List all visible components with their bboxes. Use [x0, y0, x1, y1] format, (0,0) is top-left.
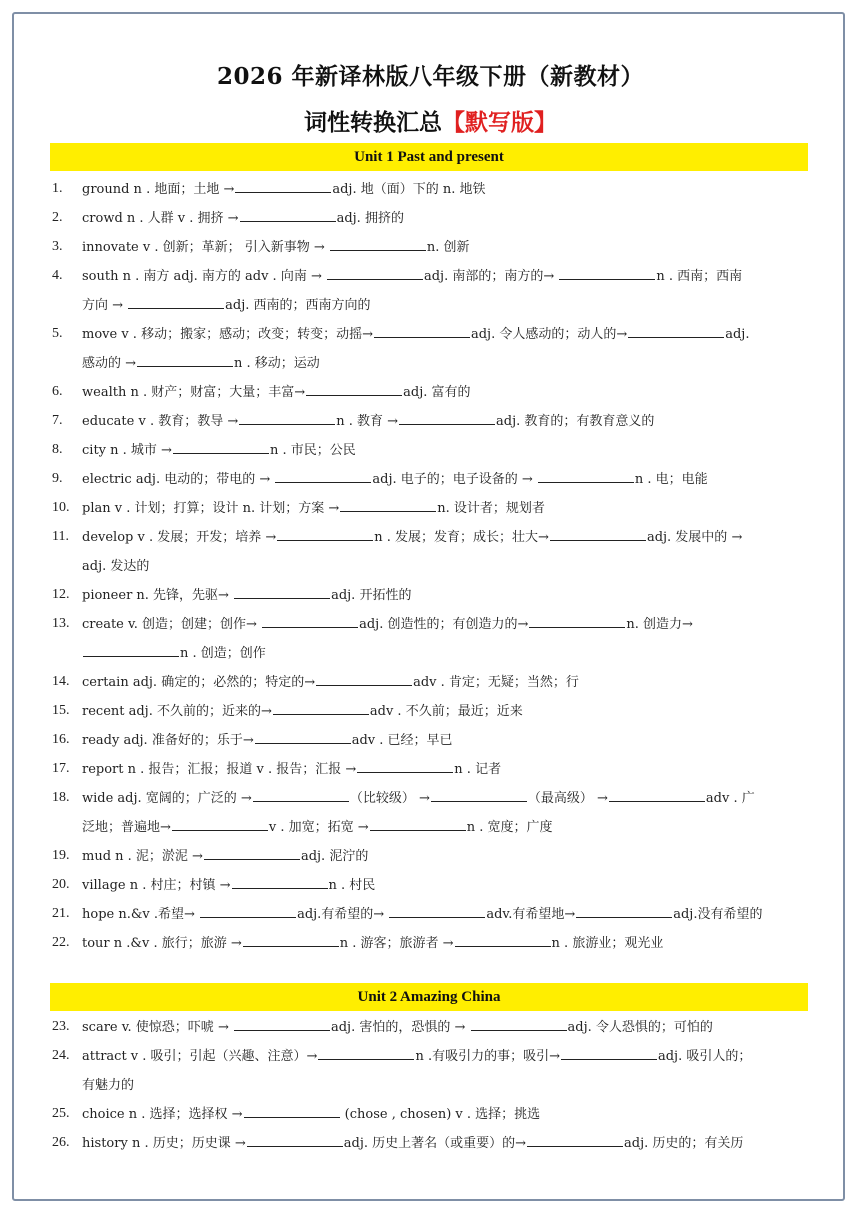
item-text: adj. 南部的；南方的→ — [423, 269, 559, 284]
item-text: adj. 泥泞的 — [300, 849, 369, 864]
answer-blank[interactable] — [471, 1016, 567, 1031]
item-text: choice n . 选择；选择权 → — [82, 1107, 243, 1122]
item-text: innovate v . 创新；革新； 引入新事物 → — [82, 240, 329, 255]
item-text: history n . 历史；历史课 → — [82, 1136, 246, 1151]
answer-blank[interactable] — [173, 439, 269, 454]
answer-blank[interactable] — [431, 787, 527, 802]
answer-blank[interactable] — [576, 903, 672, 918]
item-text: scare v. 使惊恐；吓唬 → — [82, 1020, 233, 1035]
item-number: 20. — [52, 877, 70, 892]
item-line — [82, 755, 811, 784]
item-line — [82, 262, 811, 291]
item-number: 8. — [52, 442, 63, 457]
item-text: n . 创造；创作 — [180, 646, 266, 661]
item-number: 3. — [52, 239, 63, 254]
item-text: n. 创新 — [426, 240, 470, 255]
item-text: adj. 电子的；电子设备的 → — [372, 472, 537, 487]
item-number: 10. — [52, 500, 70, 515]
item-text: n. 创造力→ — [626, 617, 693, 632]
item-line — [82, 842, 811, 871]
item-text: certain adj. 确定的；必然的；特定的→ — [82, 675, 316, 690]
item-number: 4. — [52, 268, 63, 283]
vocab-item — [0, 378, 861, 407]
answer-blank[interactable] — [137, 352, 233, 367]
item-text: plan v . 计划；打算；设计 n. 计划；方案 → — [82, 501, 340, 516]
item-text: adj. 历史的；有关历 — [624, 1136, 744, 1151]
item-number: 12. — [52, 587, 70, 602]
answer-blank[interactable] — [234, 584, 330, 599]
subtitle-main: 词性转换汇总 — [304, 109, 442, 136]
answer-blank[interactable] — [529, 613, 625, 628]
item-line — [82, 175, 811, 204]
item-text: n. 设计者；规划者 — [437, 501, 545, 516]
vocab-item — [0, 523, 861, 581]
answer-blank[interactable] — [318, 1045, 414, 1060]
answer-blank[interactable] — [273, 700, 369, 715]
item-number: 19. — [52, 848, 70, 863]
item-text: hope n.&v .希望→ — [82, 907, 200, 922]
item-text: adj.有希望的→ — [297, 907, 389, 922]
vocab-item — [0, 204, 861, 233]
item-line — [82, 726, 811, 755]
item-line — [82, 697, 811, 726]
item-text: create v. 创造；创建；创作→ — [82, 617, 262, 632]
answer-blank[interactable] — [628, 323, 724, 338]
answer-blank[interactable] — [253, 787, 349, 802]
item-text: adv . 已经；早已 — [351, 733, 453, 748]
vocab-item — [0, 320, 861, 378]
item-text: n . 市民；公民 — [269, 443, 356, 458]
item-text: n . 村民 — [328, 878, 376, 893]
item-text: adv.有希望地→ — [486, 907, 576, 922]
item-text: report n . 报告；汇报；报道 v . 报告；汇报 → — [82, 762, 357, 777]
item-line — [82, 291, 811, 320]
item-text: （比较级） → — [349, 791, 430, 806]
item-text: adv . 肯定；无疑；当然；行 — [413, 675, 579, 690]
item-text: ready adj. 准备好的；乐于→ — [82, 733, 254, 748]
answer-blank[interactable] — [327, 265, 423, 280]
answer-blank[interactable] — [316, 671, 412, 686]
vocab-item — [0, 726, 861, 755]
answer-blank[interactable] — [275, 468, 371, 483]
answer-blank[interactable] — [247, 1132, 343, 1147]
vocab-item — [0, 581, 861, 610]
item-text: tour n .&v . 旅行；旅游 → — [82, 936, 242, 951]
item-line — [82, 610, 811, 639]
item-text: adj. 地（面）下的 n. 地铁 — [332, 182, 486, 197]
item-text: 方向 → — [82, 298, 128, 313]
answer-blank[interactable] — [527, 1132, 623, 1147]
item-text: adj. 历史上著名（或重要）的→ — [343, 1136, 527, 1151]
vocab-item — [0, 407, 861, 436]
unit-1-heading: Unit 1 Past and present — [50, 143, 808, 171]
answer-blank[interactable] — [357, 758, 453, 773]
item-text: adj. 西南的；西南方向的 — [225, 298, 371, 313]
item-line — [82, 320, 811, 349]
item-line — [82, 1013, 811, 1042]
vocab-item — [0, 610, 861, 668]
item-text: adj. 拥挤的 — [336, 211, 404, 226]
vocab-item — [0, 1129, 861, 1158]
item-number: 7. — [52, 413, 63, 428]
item-line — [82, 871, 811, 900]
item-line — [82, 639, 811, 668]
item-number: 22. — [52, 935, 70, 950]
answer-blank[interactable] — [399, 410, 495, 425]
answer-blank[interactable] — [330, 236, 426, 251]
page-subtitle — [0, 104, 861, 137]
item-text: adv . 不久前；最近；近来 — [369, 704, 523, 719]
item-text: n . 发展；发育；成长；壮大→ — [374, 530, 549, 545]
item-line — [82, 465, 811, 494]
item-number: 5. — [52, 326, 63, 341]
item-text: n . 游客；旅游者 → — [339, 936, 454, 951]
item-text: adj. 害怕的，恐惧的 → — [330, 1020, 470, 1035]
answer-blank[interactable] — [243, 932, 339, 947]
item-text: n . 宽度；广度 — [466, 820, 553, 835]
answer-blank[interactable] — [172, 816, 268, 831]
item-line — [82, 929, 811, 958]
answer-blank[interactable] — [389, 903, 485, 918]
item-text: move v . 移动；搬家；感动；改变；转变；动摇→ — [82, 327, 373, 342]
item-number: 17. — [52, 761, 70, 776]
vocab-item — [0, 697, 861, 726]
item-text: adj. 教育的；有教育意义的 — [496, 414, 655, 429]
item-number: 25. — [52, 1106, 70, 1121]
item-line — [82, 233, 811, 262]
item-text: educate v . 教育；教导 → — [82, 414, 239, 429]
item-text: (chose , chosen) v . 选择；挑选 — [340, 1107, 541, 1122]
unit-1-list — [0, 175, 861, 958]
answer-blank[interactable] — [277, 526, 373, 541]
item-text: mud n . 泥；淤泥 → — [82, 849, 203, 864]
unit-2-heading: Unit 2 Amazing China — [50, 983, 808, 1011]
item-text: adj. 吸引人的； — [657, 1049, 752, 1064]
answer-blank[interactable] — [538, 468, 634, 483]
item-text: 有魅力的 — [82, 1078, 135, 1093]
item-number: 21. — [52, 906, 70, 921]
item-text: south n . 南方 adj. 南方的 adv . 向南 → — [82, 269, 326, 284]
item-line — [82, 523, 811, 552]
item-line — [82, 1071, 811, 1100]
item-line — [82, 349, 811, 378]
item-text: crowd n . 人群 v . 拥挤 → — [82, 211, 239, 226]
item-number: 23. — [52, 1019, 70, 1034]
vocab-item — [0, 900, 861, 929]
item-text: 感动的 → — [82, 356, 137, 371]
item-number: 1. — [52, 181, 63, 196]
item-number: 24. — [52, 1048, 70, 1063]
vocab-item — [0, 262, 861, 320]
answer-blank[interactable] — [239, 410, 335, 425]
item-text: adj. 令人感动的；动人的→ — [470, 327, 628, 342]
vocab-item — [0, 1100, 861, 1129]
item-text: adj. 令人恐惧的；可怕的 — [567, 1020, 713, 1035]
page-title: 2026 年新译林版八年级下册（新教材） — [216, 63, 645, 90]
item-text: develop v . 发展；开发；培养 → — [82, 530, 277, 545]
answer-blank[interactable] — [255, 729, 351, 744]
answer-blank[interactable] — [232, 874, 328, 889]
item-text: n . 记者 — [454, 762, 502, 777]
answer-blank[interactable] — [550, 526, 646, 541]
item-number: 15. — [52, 703, 70, 718]
item-text: n . 电；电能 — [634, 472, 708, 487]
item-text: n . 旅游业；观光业 — [551, 936, 664, 951]
item-line — [82, 1042, 811, 1071]
item-line — [82, 900, 811, 929]
item-line — [82, 1129, 811, 1158]
answer-blank[interactable] — [204, 845, 300, 860]
answer-blank[interactable] — [234, 1016, 330, 1031]
item-text: electric adj. 电动的；带电的 → — [82, 472, 275, 487]
answer-blank[interactable] — [244, 1103, 340, 1118]
item-number: 16. — [52, 732, 70, 747]
item-line — [82, 436, 811, 465]
item-text: adj. — [725, 327, 750, 342]
item-text: adj. 创造性的；有创造力的→ — [359, 617, 529, 632]
vocab-item — [0, 233, 861, 262]
answer-blank[interactable] — [609, 787, 705, 802]
item-text: adj. 发展中的 → — [646, 530, 743, 545]
vocab-item — [0, 1042, 861, 1100]
answer-blank[interactable] — [262, 613, 358, 628]
vocab-item — [0, 871, 861, 900]
item-line — [82, 813, 811, 842]
item-text: wealth n . 财产；财富；大量；丰富→ — [82, 385, 306, 400]
item-line — [82, 668, 811, 697]
answer-blank[interactable] — [306, 381, 402, 396]
item-text: （最高级） → — [527, 791, 608, 806]
item-text: pioneer n. 先锋，先驱→ — [82, 588, 234, 603]
item-text: 泛地；普遍地→ — [82, 820, 171, 835]
item-number: 11. — [52, 529, 69, 544]
item-line — [82, 581, 811, 610]
vocab-item — [0, 1013, 861, 1042]
answer-blank[interactable] — [455, 932, 551, 947]
answer-blank[interactable] — [235, 178, 331, 193]
answer-blank[interactable] — [200, 903, 296, 918]
item-text: n . 教育 → — [336, 414, 399, 429]
item-text: wide adj. 宽阔的；广泛的 → — [82, 791, 252, 806]
item-number: 9. — [52, 471, 63, 486]
vocab-item — [0, 668, 861, 697]
vocab-item — [0, 494, 861, 523]
answer-blank[interactable] — [370, 816, 466, 831]
item-text: adv . 广 — [705, 791, 755, 806]
vocab-item — [0, 755, 861, 784]
answer-blank[interactable] — [240, 207, 336, 222]
vocab-item — [0, 784, 861, 842]
item-number: 6. — [52, 384, 63, 399]
item-text: n . 西南；西南 — [656, 269, 743, 284]
item-text: village n . 村庄；村镇 → — [82, 878, 231, 893]
item-line — [82, 407, 811, 436]
answer-blank[interactable] — [374, 323, 470, 338]
item-text: attract v . 吸引；引起（兴趣、注意）→ — [82, 1049, 318, 1064]
item-line — [82, 552, 811, 581]
item-text: n . 移动；运动 — [234, 356, 320, 371]
item-line — [82, 378, 811, 407]
answer-blank[interactable] — [561, 1045, 657, 1060]
answer-blank[interactable] — [83, 642, 179, 657]
item-text: recent adj. 不久前的；近来的→ — [82, 704, 272, 719]
unit-2-list — [0, 1013, 861, 1158]
vocab-item — [0, 436, 861, 465]
item-text: adj.没有希望的 — [673, 907, 763, 922]
item-number: 13. — [52, 616, 70, 631]
answer-blank[interactable] — [340, 497, 436, 512]
answer-blank[interactable] — [559, 265, 655, 280]
item-line — [82, 784, 811, 813]
vocab-item — [0, 465, 861, 494]
item-text: n .有吸引力的事；吸引→ — [415, 1049, 560, 1064]
vocab-item — [0, 175, 861, 204]
item-number: 18. — [52, 790, 70, 805]
item-line — [82, 494, 811, 523]
item-text: ground n . 地面；土地 → — [82, 182, 235, 197]
item-line — [82, 204, 811, 233]
item-text: adj. 开拓性的 — [331, 588, 412, 603]
item-line — [82, 1100, 811, 1129]
subtitle-tag: 【默写版】 — [442, 109, 557, 136]
item-text: v . 加宽；拓宽 → — [268, 820, 369, 835]
item-text: adj. 发达的 — [82, 559, 150, 574]
item-text: adj. 富有的 — [403, 385, 471, 400]
answer-blank[interactable] — [128, 294, 224, 309]
item-number: 26. — [52, 1135, 70, 1150]
item-number: 2. — [52, 210, 63, 225]
vocab-item — [0, 842, 861, 871]
item-number: 14. — [52, 674, 70, 689]
item-text: city n . 城市 → — [82, 443, 172, 458]
vocab-item — [0, 929, 861, 958]
